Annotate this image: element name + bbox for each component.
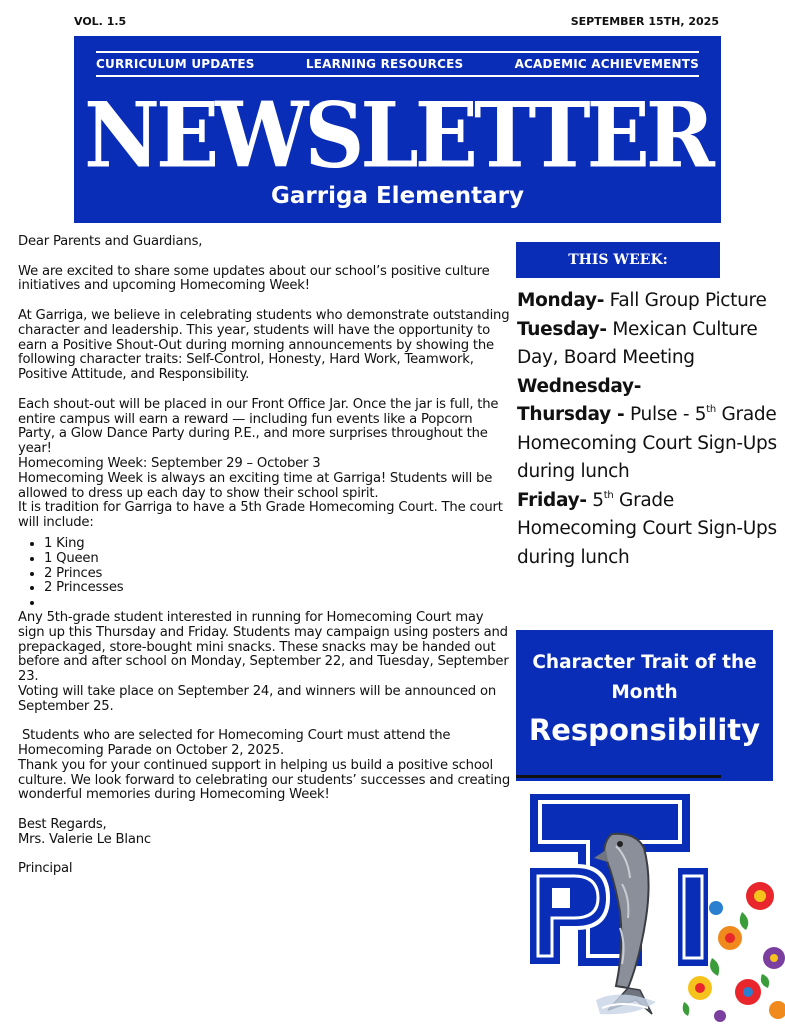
day-label: Friday- xyxy=(517,489,587,511)
schedule-friday xyxy=(517,487,785,573)
volume-label: VOL. 1.5 xyxy=(74,15,127,28)
schedule-wednesday xyxy=(517,373,785,402)
list-item-empty xyxy=(44,596,513,611)
court-intro: It is tradition for Garriga to have a 5th Grade Homecoming Court. The court will include: xyxy=(18,500,503,531)
schedule-monday xyxy=(517,287,785,316)
nav-curriculum-updates: CURRICULUM UPDATES xyxy=(96,57,255,71)
list-item: • 1 Queen xyxy=(44,552,513,567)
character-trait-value: Responsibility xyxy=(528,713,761,747)
court-list xyxy=(44,537,513,611)
list-item: • 2 Princes xyxy=(44,567,513,582)
day-label: Thursday - xyxy=(517,404,625,425)
weekly-schedule xyxy=(517,287,785,572)
character-trait-box xyxy=(516,630,773,781)
masthead-bottom-rule xyxy=(96,75,699,77)
schedule-text: Grade Homecoming Court Sign-Ups during lunch xyxy=(517,404,777,482)
voting-paragraph: Voting will take place on September 24, and winners will be announced on September 25. xyxy=(18,683,496,714)
issue-date: SEPTEMBER 15TH, 2025 xyxy=(570,15,719,28)
masthead-nav xyxy=(96,57,699,71)
letter-greeting: Dear Parents and Guardians, xyxy=(18,234,203,249)
masthead xyxy=(74,36,721,223)
school-logo xyxy=(516,788,785,1024)
letter-signer: Mrs. Valerie Le Blanc xyxy=(18,831,151,847)
day-label: Tuesday- xyxy=(517,318,607,340)
nav-academic-achievements: ACADEMIC ACHIEVEMENTS xyxy=(514,57,699,71)
letter-closing: Best Regards, xyxy=(18,817,107,833)
signup-paragraph: Any 5th-grade student interested in running for Homecoming Court may sign up this Thursday and Friday. Students may campaign using posters and prepackaged, store-bought mini snacks. These snacks may be handed out before and after school on Monday, September 22, and Tuesday, September 23. xyxy=(18,609,509,685)
parade-paragraph: Students who are selected for Homecoming Court must attend the Homecoming Parade on October 2, 2025. xyxy=(18,728,455,759)
logo-letter-i xyxy=(676,866,710,968)
schedule-thursday xyxy=(517,401,785,487)
schedule-tuesday xyxy=(517,316,785,373)
schedule-text: Fall Group Picture xyxy=(604,290,767,311)
letter-jar-paragraph: Each shout-out will be placed in our Front Office Jar. Once the jar is full, the entire campus will earn a reward — including fun events like a Popcorn Party, a Glow Dance Party during P.E., and more surprises throughout the year! xyxy=(18,396,499,457)
list-item: • 1 King xyxy=(44,537,513,552)
ordinal-suffix: th xyxy=(706,404,716,415)
homecoming-intro: Homecoming Week is always an exciting time at Garriga! Students will be allowed to dress up each day to show their school spirit. xyxy=(18,470,493,501)
day-label: Wednesday- xyxy=(517,375,642,397)
schedule-text: Grade Homecoming Court Sign-Ups during lunch xyxy=(517,489,777,568)
schedule-text: 5 xyxy=(586,489,604,511)
letter-body xyxy=(18,235,513,877)
schedule-text: Pulse - 5 xyxy=(624,404,707,425)
thanks-paragraph: Thank you for your continued support in helping us build a positive school culture. We look forward to celebrating our students’ successes and creating wonderful memories during Homecoming Week! xyxy=(18,757,510,803)
ordinal-suffix: th xyxy=(603,489,614,501)
list-item: • 2 Princesses xyxy=(44,581,513,596)
trait-divider xyxy=(516,775,721,778)
this-week-label: THIS WEEK: xyxy=(516,242,720,278)
masthead-top-rule xyxy=(96,51,699,53)
letter-intro: We are excited to share some updates about our school’s positive culture initiatives and upcoming Homecoming Week! xyxy=(18,263,490,294)
newsletter-title: NEWSLETTER xyxy=(84,82,711,188)
letter-shoutout-paragraph: At Garriga, we believe in celebrating students who demonstrate outstanding character and leadership. This year, students will have the opportunity to earn a Positive Shout-Out during morning announcements by showing the following character traits: Self-Control, Honesty, Hard Work, Teamwork, Positive Attitude, and Responsibility. xyxy=(18,307,510,383)
schedule-text: Mexican Culture Day, Board Meeting xyxy=(517,318,758,368)
nav-learning-resources: LEARNING RESOURCES xyxy=(305,57,464,71)
homecoming-dates: Homecoming Week: September 29 – October 3 xyxy=(18,455,321,471)
character-trait-heading: Character Trait of the Month xyxy=(532,652,757,703)
school-name: Garriga Elementary xyxy=(271,183,524,209)
day-label: Monday- xyxy=(517,290,605,311)
signer-title: Principal xyxy=(18,861,73,877)
